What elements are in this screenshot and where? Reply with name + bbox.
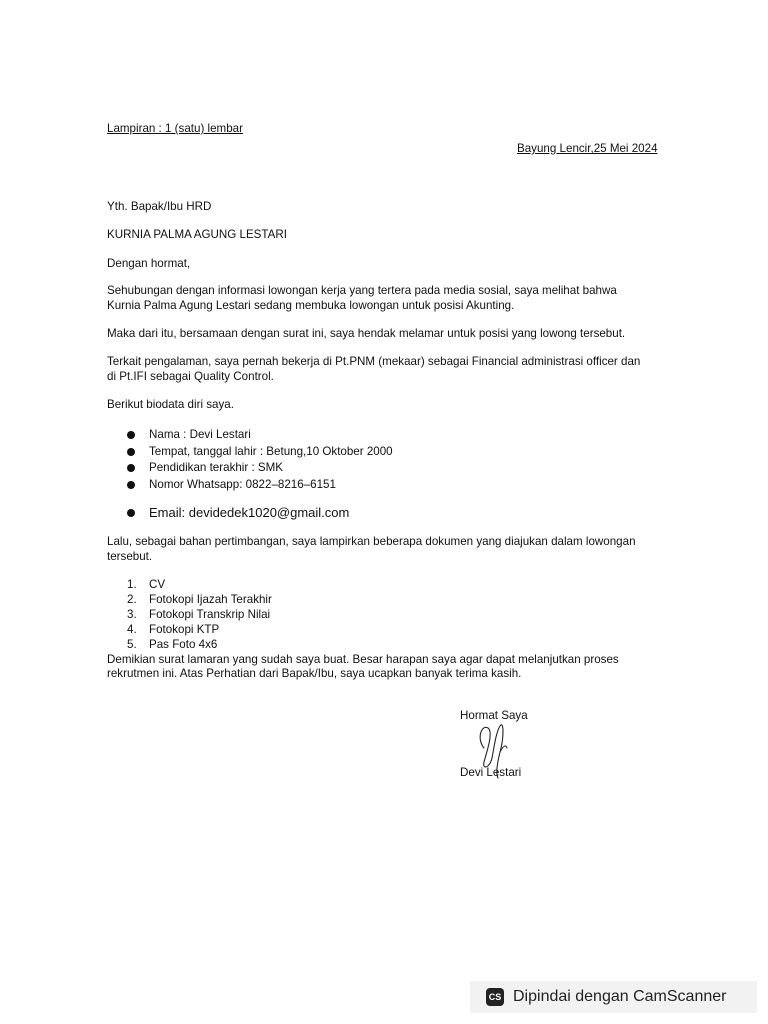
- paragraph-4-line-1: Lalu, sebagai bahan pertimbangan, saya lampirkan beberapa dokumen yang diajukan dalam lowongan: [107, 535, 636, 548]
- attachment-line: Lampiran : 1 (satu) lembar: [107, 122, 243, 135]
- paragraph-3-line-1: Terkait pengalaman, saya pernah bekerja di Pt.PNM (mekaar) sebagai Financial administrasi officer dan: [107, 355, 641, 368]
- list-item: 2. Fotokopi Ijazah Terakhir: [127, 593, 272, 606]
- document-list: [127, 577, 272, 652]
- bullet-icon: [127, 481, 135, 489]
- list-item: Nama : Devi Lestari: [127, 427, 393, 444]
- paragraph-2: Maka dari itu, bersamaan dengan surat ini, saya hendak melamar untuk posisi yang lowong tersebut.: [107, 327, 626, 340]
- biodata-intro: Berikut biodata diri saya.: [107, 398, 234, 411]
- list-item: 4. Fotokopi KTP: [127, 623, 220, 636]
- sign-off: Hormat Saya: [460, 709, 528, 722]
- paragraph-1-line-1: Sehubungan dengan informasi lowongan kerja yang tertera pada media sosial, saya melihat bahwa: [107, 284, 617, 297]
- signer-name: Devi Lestari: [460, 766, 522, 779]
- list-item: 1. CV: [127, 578, 166, 591]
- bullet-icon: [127, 431, 135, 439]
- biodata-list: [127, 427, 393, 493]
- list-item: 3. Fotokopi Transkrip Nilai: [127, 608, 271, 621]
- closing-line-1: Demikian surat lamaran yang sudah saya buat. Besar harapan saya agar dapat melanjutkan proses: [107, 653, 619, 666]
- paragraph-1-line-2: Kurnia Palma Agung Lestari sedang membuka lowongan untuk posisi Akunting.: [107, 299, 515, 312]
- bullet-icon: [127, 509, 135, 517]
- camscanner-logo-icon: CS: [486, 988, 504, 1006]
- bullet-icon: [127, 464, 135, 472]
- list-item: 5. Pas Foto 4x6: [127, 638, 218, 651]
- paragraph-3-line-2: di Pt.IFI sebagai Quality Control.: [107, 370, 274, 383]
- list-item: Pendidikan terakhir : SMK: [127, 460, 393, 477]
- greeting: Dengan hormat,: [107, 257, 191, 270]
- email-text: Email: devidedek1020@gmail.com: [149, 505, 350, 520]
- recipient-line-1: Yth. Bapak/Ibu HRD: [107, 200, 212, 213]
- list-item: Tempat, tanggal lahir : Betung,10 Oktober 2000: [127, 444, 393, 461]
- place-date: Bayung Lencir,25 Mei 2024: [517, 142, 658, 155]
- camscanner-text: Dipindai dengan CamScanner: [513, 988, 727, 1005]
- bullet-icon: [127, 448, 135, 456]
- recipient-line-2: KURNIA PALMA AGUNG LESTARI: [107, 228, 287, 241]
- list-item: Nomor Whatsapp: 0822–8216–6151: [127, 477, 393, 494]
- closing-line-2: rekrutmen ini. Atas Perhatian dari Bapak/Ibu, saya ucapkan banyak terima kasih.: [107, 667, 522, 680]
- camscanner-watermark: [470, 981, 757, 1013]
- paragraph-4-line-2: tersebut.: [107, 550, 153, 563]
